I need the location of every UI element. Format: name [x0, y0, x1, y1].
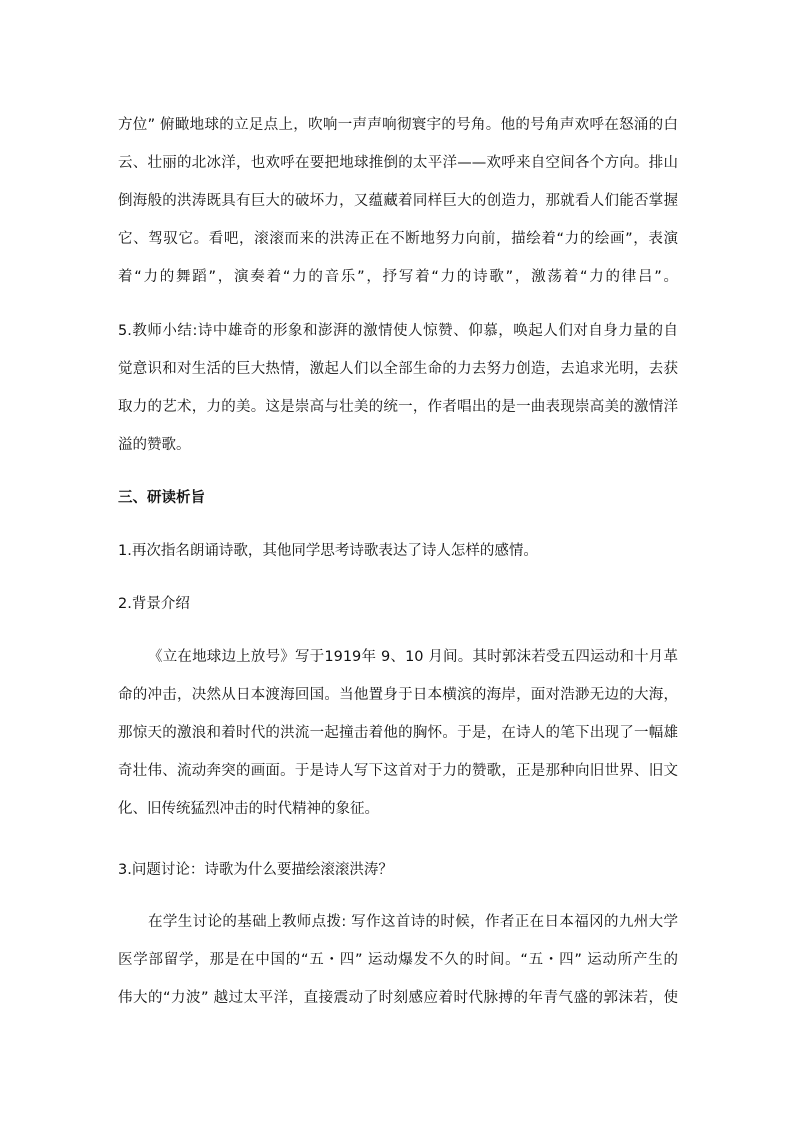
discussion-paragraph-line: 伟大的“力波” 越过太平洋，直接震动了时刻感应着时代脉搏的年青气盛的郭沫若，使: [118, 990, 678, 1006]
section-heading: 三、研读析旨: [118, 490, 205, 506]
discussion-paragraph-line: 医学部留学，那是在中国的“五・四” 运动爆发不久的时间。“五・四” 运动所产生的: [118, 952, 678, 968]
background-paragraph-line: 那惊天的激浪和着时代的洪流一起撞击着他的胸怀。于是，在诗人的笔下出现了一幅雄: [118, 725, 678, 741]
paragraph-line: 倒海般的洪涛既具有巨大的破坏力，又蕴藏着同样巨大的创造力，那就看人们能否掌握: [118, 193, 678, 209]
discussion-paragraph-line: 在学生讨论的基础上教师点拨: 写作这首诗的时候，作者正在日本福冈的九州大学: [148, 914, 678, 930]
background-paragraph-line: 化、旧传统猛烈冲击的时代精神的象征。: [118, 801, 379, 817]
paragraph-line: 方位” 俯瞰地球的立足点上，吹响一声声响彻寰宇的号角。他的号角声欢呼在怒涌的白: [118, 117, 678, 133]
list-item: 3.问题讨论：诗歌为什么要描绘滚滚洪涛？: [118, 862, 393, 878]
teacher-summary-line: 觉意识和对生活的巨大热情，激起人们以全部生命的力去努力创造，去追求光明，去获: [118, 361, 678, 377]
paragraph-line: 云、壮丽的北冰洋，也欢呼在要把地球推倒的太平洋——欢呼来自空间各个方向。排山: [118, 155, 678, 171]
paragraph-line: 它、驾驭它。看吧，滚滚而来的洪涛正在不断地努力向前，描绘着“力的绘画”，表演: [118, 231, 678, 247]
background-paragraph-line: 《立在地球边上放号》写于1919年 9、10 月间。其时郭沫若受五四运动和十月革: [148, 649, 678, 665]
teacher-summary-line: 5.教师小结:诗中雄奇的形象和澎湃的激情使人惊赞、仰慕，唤起人们对自身力量的自: [118, 323, 678, 339]
list-item: 1.再次指名朗诵诗歌，其他同学思考诗歌表达了诗人怎样的感情。: [118, 543, 538, 559]
background-paragraph-line: 命的冲击，决然从日本渡海回国。当他置身于日本横滨的海岸，面对浩渺无边的大海，: [118, 687, 678, 703]
teacher-summary-line: 取力的艺术，力的美。这是崇高与壮美的统一，作者唱出的是一曲表现崇高美的激情洋: [118, 399, 678, 415]
paragraph-line: 着“力的舞蹈”，演奏着“力的音乐”，抒写着“力的诗歌”，激荡着“力的律吕”。: [118, 269, 678, 285]
background-paragraph-line: 奇壮伟、流动奔突的画面。于是诗人写下这首对于力的赞歌，正是那种向旧世界、旧文: [118, 763, 678, 779]
list-item: 2.背景介绍: [118, 596, 190, 612]
teacher-summary-line: 溢的赞歌。: [118, 437, 191, 453]
